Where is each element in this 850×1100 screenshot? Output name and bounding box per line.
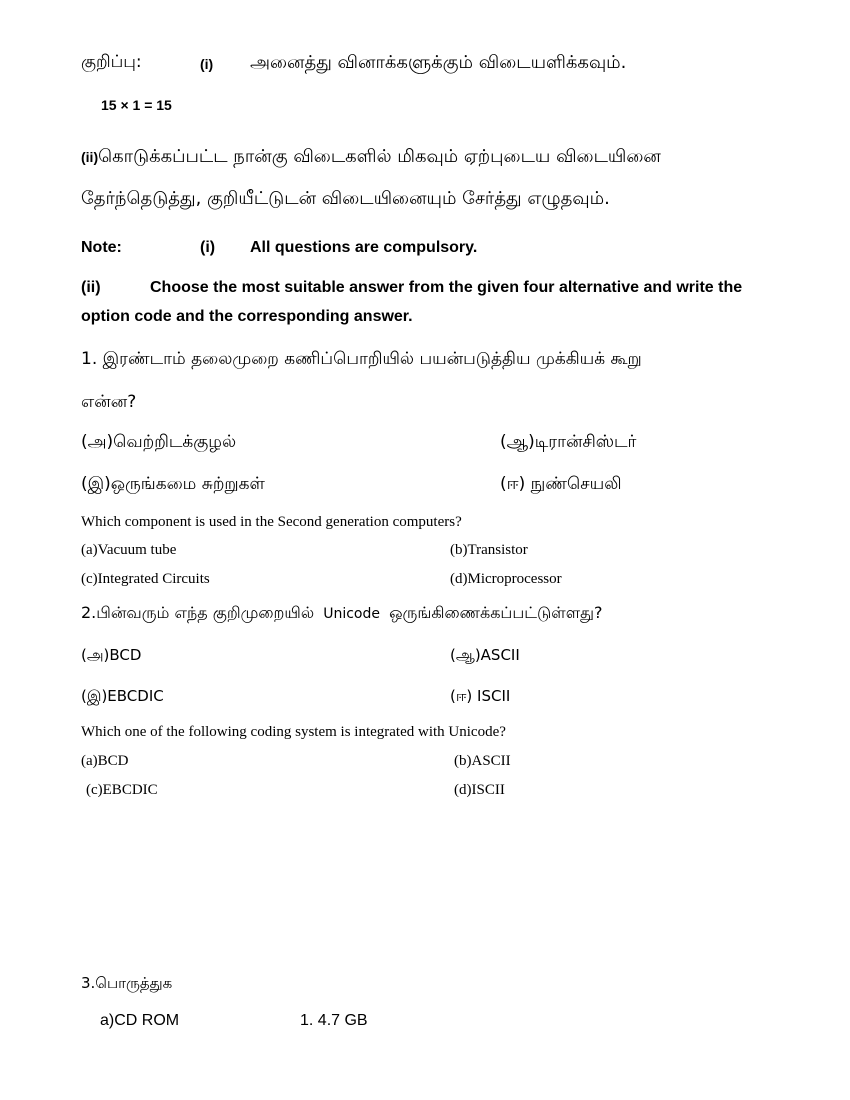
instructions-en-item1-text: All questions are compulsory. [250, 239, 478, 256]
instructions-en-item2-line2: option code and the corresponding answer. [81, 308, 413, 325]
q2-tamil-question [81, 603, 603, 624]
instructions-en-label: Note: [81, 239, 122, 256]
q1-english-question: Which component is used in the Second generation computers? [81, 514, 462, 530]
q2-tamil-option-d: (ஈ) ISCII [450, 687, 511, 705]
q1-english-option-d: (d)Microprocessor [450, 571, 562, 587]
q3-tamil-heading: 3.பொருத்துக [81, 974, 173, 992]
q2-tamil-question-suffix: ஒருங்கிணைக்கப்பட்டுள்ளது? [389, 603, 603, 622]
instructions-en-item2-line1: Choose the most suitable answer from the given four alternative and write the [150, 279, 743, 296]
q3-match-left-item-1: a)CD ROM [100, 1012, 180, 1029]
instructions-en-item2-number: (ii) [81, 279, 101, 296]
q1-tamil-option-d: (ஈ) நுண்செயலி [500, 474, 622, 494]
q1-english-option-c: (c)Integrated Circuits [81, 571, 210, 587]
q2-english-question: Which one of the following coding system is integrated with Unicode? [81, 724, 506, 740]
instructions-ta-item2-text: கொடுக்கப்பட்ட நான்கு விடைகளில் மிகவும் ஏற்புடைய விடையினை [98, 146, 661, 167]
instructions-ta-item2-number: (ii) [81, 149, 99, 165]
q1-tamil-question-line1: 1. இரண்டாம் தலைமுறை கணிப்பொறியில் பயன்படுத்திய முக்கியக் கூறு [81, 349, 642, 369]
q2-english-option-d: (d)ISCII [454, 782, 505, 798]
q2-english-option-c: (c)EBCDIC [86, 782, 158, 798]
q2-tamil-option-b: (ஆ)ASCII [450, 646, 520, 664]
instructions-ta-label: குறிப்பு: [81, 52, 142, 72]
q2-tamil-option-c: (இ)EBCDIC [81, 687, 164, 705]
instructions-ta-item1-number: (i) [200, 56, 214, 72]
q1-tamil-question-line2: என்ன? [81, 392, 137, 412]
q1-tamil-option-b: (ஆ)டிரான்சிஸ்டர் [500, 432, 637, 452]
q1-tamil-option-a: (அ)வெற்றிடக்குழல் [81, 432, 237, 452]
instructions-ta-item2-line2: தேர்ந்தெடுத்து, குறியீட்டுடன் விடையினையும் சேர்த்து எழுதவும். [81, 188, 610, 209]
instructions-ta-item1-text: அனைத்து வினாக்களுக்கும் விடையளிக்கவும். [250, 52, 627, 73]
q2-english-option-b: (b)ASCII [454, 753, 511, 769]
q2-tamil-question-unicode: Unicode [323, 606, 380, 622]
q1-tamil-option-c: (இ)ஒருங்கமை சுற்றுகள் [81, 474, 265, 494]
q2-english-option-a: (a)BCD [81, 753, 129, 769]
q1-english-option-b: (b)Transistor [450, 542, 528, 558]
instructions-en-item1-number: (i) [200, 239, 216, 256]
marks-allocation: 15 × 1 = 15 [101, 97, 172, 113]
q1-english-option-a: (a)Vacuum tube [81, 542, 177, 558]
q2-tamil-option-a: (அ)BCD [81, 646, 142, 664]
q3-match-right-item-1: 1. 4.7 GB [300, 1012, 368, 1029]
q2-tamil-question-prefix: 2.பின்வரும் எந்த குறிமுறையில் [81, 603, 315, 622]
instructions-ta-item2-line1 [81, 146, 661, 169]
